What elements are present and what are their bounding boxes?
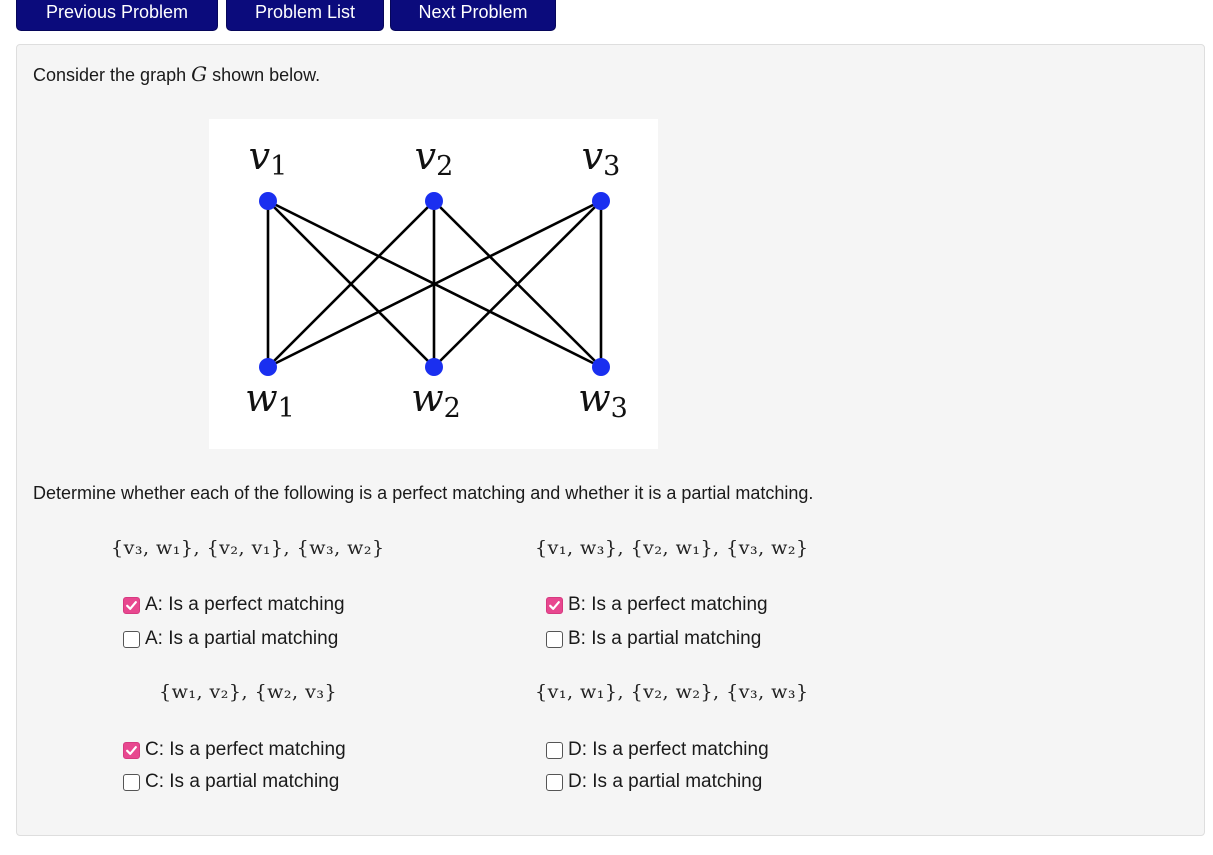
label-w3: w3 xyxy=(578,376,628,424)
option-b-perfect-label: B: Is a perfect matching xyxy=(568,594,768,615)
checkbox-a-partial[interactable] xyxy=(123,631,140,648)
checkbox-d-partial[interactable] xyxy=(546,774,563,791)
checkmark-icon xyxy=(125,599,138,612)
set-a-expression: {v₃, w₁}, {v₂, v₁}, {w₃, w₂} xyxy=(111,537,385,559)
previous-problem-button[interactable]: Previous Problem xyxy=(16,0,218,31)
set-b-expression: {v₁, w₃}, {v₂, w₁}, {v₃, w₂} xyxy=(535,537,809,559)
label-v1: v1 xyxy=(248,134,288,182)
graph-variable: G xyxy=(191,62,208,86)
option-a-perfect[interactable] xyxy=(123,593,345,617)
option-c-perfect-label: C: Is a perfect matching xyxy=(145,739,346,760)
instruction-text: Determine whether each of the following is a perfect matching and whether it is a partial matching. xyxy=(33,483,814,503)
graph-figure xyxy=(209,119,658,449)
checkbox-b-perfect[interactable] xyxy=(546,597,563,614)
option-d-partial[interactable] xyxy=(546,770,762,794)
checkbox-a-perfect[interactable] xyxy=(123,597,140,614)
intro-prefix: Consider the graph xyxy=(33,65,192,85)
label-v2: v2 xyxy=(414,134,454,182)
intro-suffix: shown below. xyxy=(207,65,321,85)
checkbox-c-partial[interactable] xyxy=(123,774,140,791)
problem-list-button[interactable]: Problem List xyxy=(226,0,384,31)
vertex-v2 xyxy=(425,192,443,210)
graph-labels xyxy=(245,134,628,424)
option-a-partial[interactable] xyxy=(123,627,338,651)
checkbox-d-perfect[interactable] xyxy=(546,742,563,759)
label-w2: w2 xyxy=(411,376,461,424)
option-c-partial[interactable] xyxy=(123,770,339,794)
next-problem-button[interactable]: Next Problem xyxy=(390,0,556,31)
set-c-expression: {w₁, v₂}, {w₂, v₃} xyxy=(159,681,338,703)
problem-panel xyxy=(16,44,1205,836)
option-d-perfect[interactable] xyxy=(546,738,769,762)
graph-svg xyxy=(209,119,658,449)
option-c-perfect[interactable] xyxy=(123,738,346,762)
label-w1: w1 xyxy=(245,376,295,424)
label-v3: v3 xyxy=(581,134,621,182)
checkmark-icon xyxy=(548,599,561,612)
vertex-w1 xyxy=(259,358,277,376)
option-c-partial-label: C: Is a partial matching xyxy=(145,771,340,792)
option-a-perfect-label: A: Is a perfect matching xyxy=(145,594,345,615)
problem-intro xyxy=(33,62,320,86)
graph-edges xyxy=(268,201,601,367)
vertex-v1 xyxy=(259,192,277,210)
checkbox-b-partial[interactable] xyxy=(546,631,563,648)
option-b-partial-label: B: Is a partial matching xyxy=(568,628,762,649)
option-d-perfect-label: D: Is a perfect matching xyxy=(568,739,769,760)
set-d-expression: {v₁, w₁}, {v₂, w₂}, {v₃, w₃} xyxy=(535,681,809,703)
vertex-v3 xyxy=(592,192,610,210)
vertex-w3 xyxy=(592,358,610,376)
option-a-partial-label: A: Is a partial matching xyxy=(145,628,339,649)
vertex-w2 xyxy=(425,358,443,376)
option-b-partial[interactable] xyxy=(546,627,761,651)
checkmark-icon xyxy=(125,744,138,757)
option-b-perfect[interactable] xyxy=(546,593,768,617)
option-d-partial-label: D: Is a partial matching xyxy=(568,771,763,792)
checkbox-c-perfect[interactable] xyxy=(123,742,140,759)
